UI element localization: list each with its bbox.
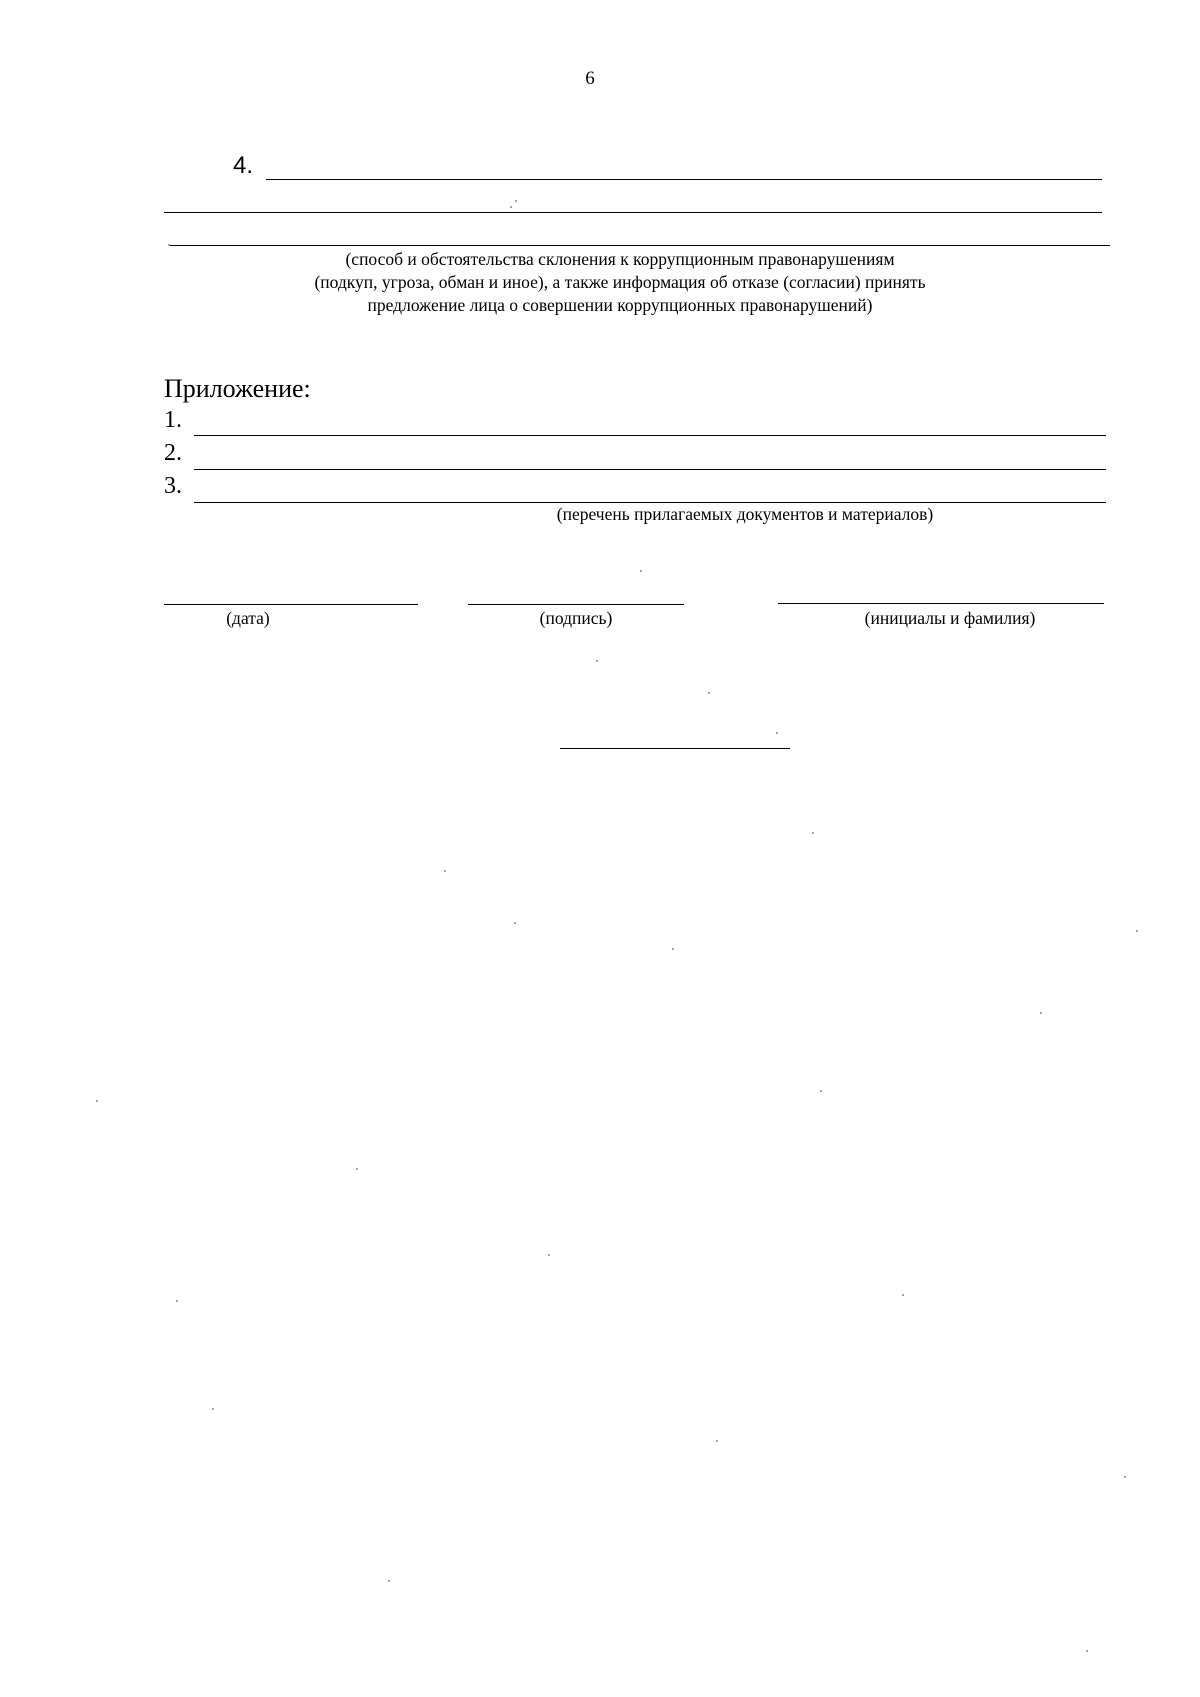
item-4-fill-line-1 xyxy=(266,179,1102,180)
appendix-caption: (перечень прилагаемых документов и материалов) xyxy=(556,504,934,524)
signature-line xyxy=(468,604,684,605)
name-label: (инициалы и фамилия) xyxy=(864,608,1036,628)
date-line xyxy=(164,604,418,605)
item-4-fill-line-2 xyxy=(164,212,1102,213)
appendix-title: Приложение: xyxy=(164,374,311,403)
appendix-item-3-line xyxy=(194,502,1106,503)
item-4-caption xyxy=(240,248,1000,317)
page-number: 6 xyxy=(585,68,595,89)
item-4-caption-line-3: предложение лица о совершении коррупционных правонарушений) xyxy=(367,295,873,315)
appendix-item-1-number: 1. xyxy=(164,407,182,433)
appendix-item-2-line xyxy=(194,469,1106,470)
item-4-caption-line-1: (способ и обстоятельства склонения к коррупционным правонарушениям xyxy=(345,249,895,269)
appendix-item-3-number: 3. xyxy=(164,473,182,499)
signature-label: (подпись) xyxy=(539,608,613,628)
closing-separator-line xyxy=(560,748,790,749)
item-4-fill-line-3 xyxy=(170,245,1110,246)
appendix-item-2-number: 2. xyxy=(164,440,182,466)
item-4-caption-line-2: (подкуп, угроза, обман и иное), а также информация об отказе (согласии) принять xyxy=(314,272,926,292)
date-label: (дата) xyxy=(226,608,270,628)
appendix-item-1-line xyxy=(194,435,1106,436)
name-line xyxy=(778,603,1104,604)
item-4-number: 4. xyxy=(233,152,254,179)
